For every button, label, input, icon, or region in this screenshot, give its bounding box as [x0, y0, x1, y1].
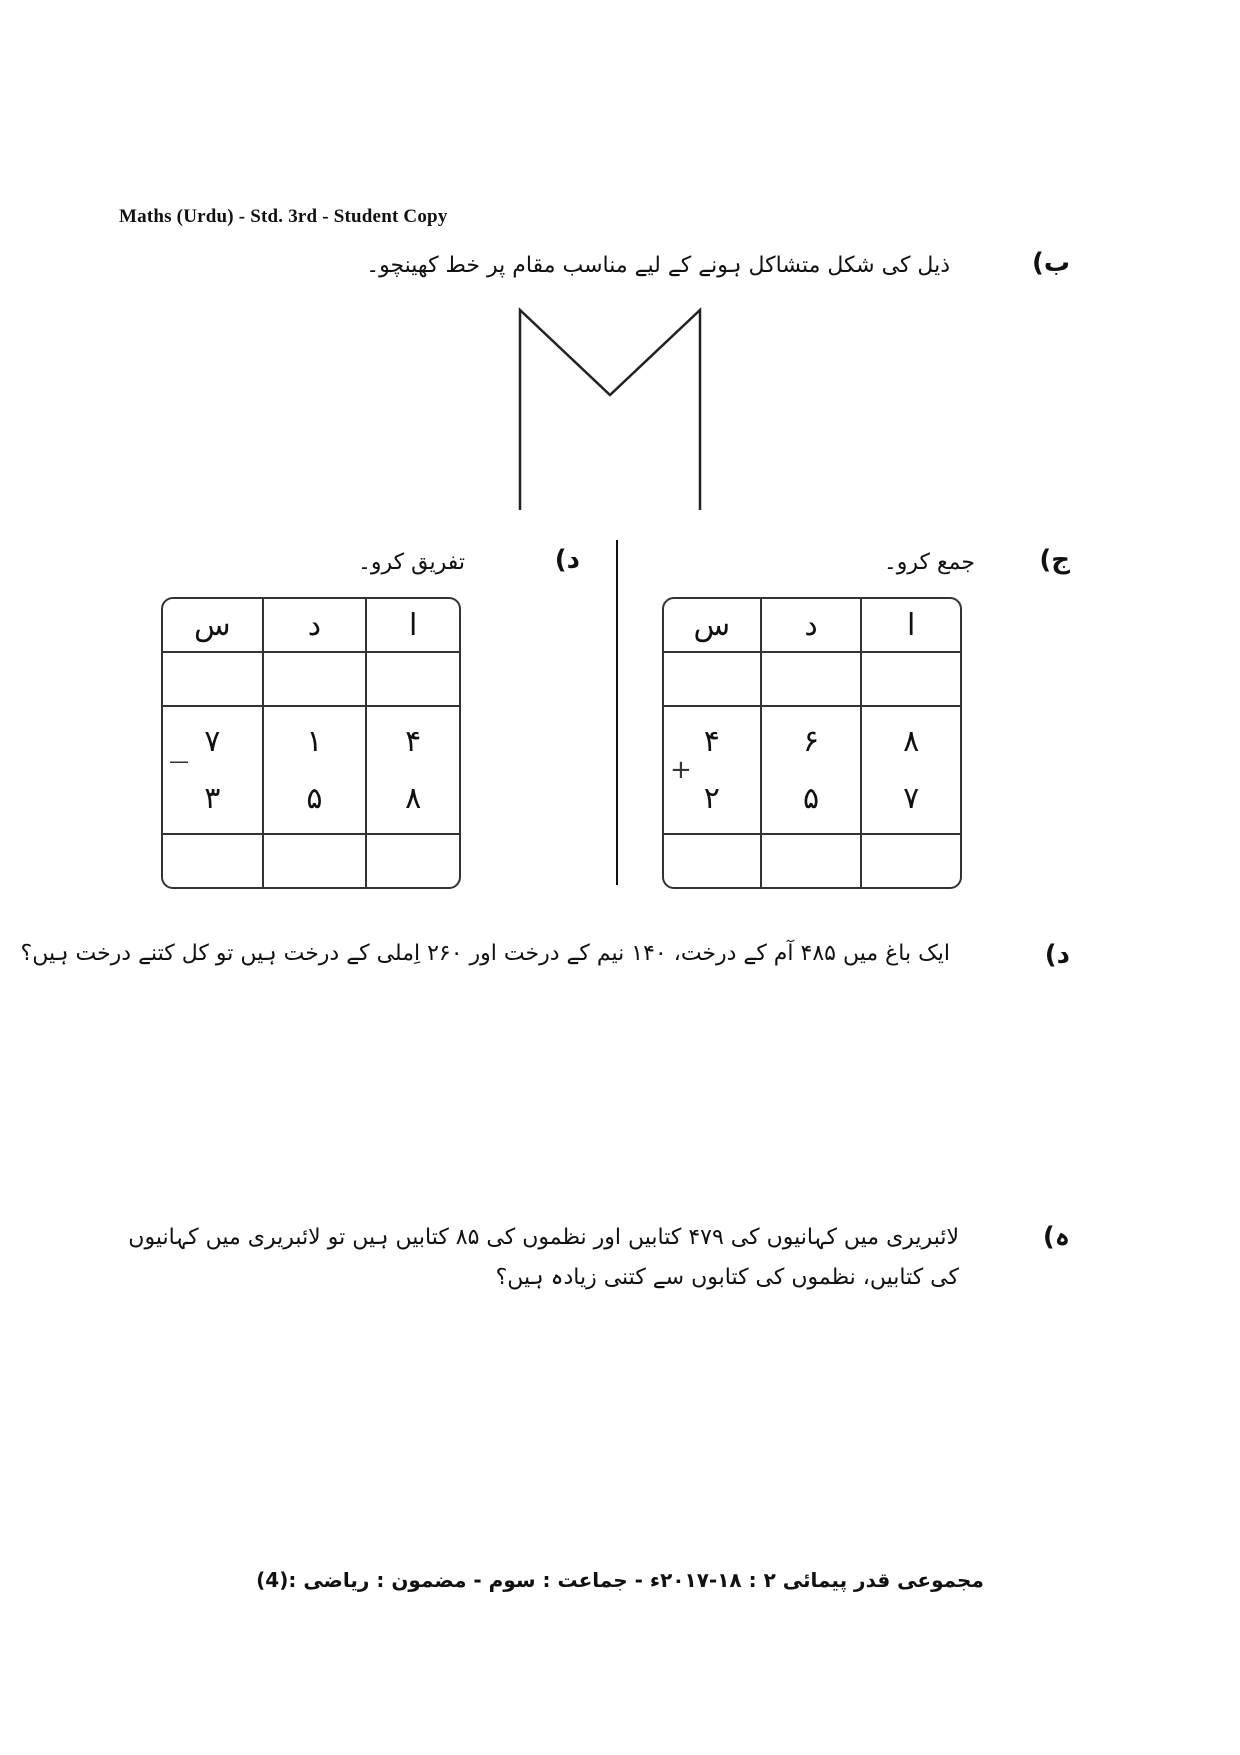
- subtraction-col-ones: ا: [367, 599, 459, 653]
- subtraction-ones-digits: [367, 707, 459, 835]
- addition-tens-digits: [762, 707, 863, 835]
- minus-sign: —: [169, 749, 189, 773]
- subtraction-answer-cell[interactable]: [367, 835, 459, 887]
- addition-grid-numbers-row: [664, 707, 960, 835]
- addition-grid: [662, 597, 962, 889]
- addition-grid-header-row: [664, 599, 960, 653]
- subtraction-grid-header-row: [163, 599, 459, 653]
- addition-digit: ۶: [802, 724, 820, 759]
- subtraction-digit: ۸: [405, 781, 422, 816]
- addition-carry-cell[interactable]: [762, 653, 863, 707]
- question-d-label: د): [1044, 940, 1070, 970]
- subtraction-hundreds-digits: [163, 707, 264, 835]
- addition-grid-answer-row: [664, 835, 960, 887]
- addition-digit: ۵: [802, 781, 820, 816]
- question-h-text: لائبریری میں کہانیوں کی ۴۷۹ کتابیں اور نظموں کی ۸۵ کتابیں ہیں تو لائبریری میں کہانیوں کی کتابیں، نظموں کی کتابوں سے کتنی زیادہ ہیں؟: [128, 1225, 959, 1290]
- subtraction-col-hundreds: س: [163, 599, 264, 653]
- subtraction-answer-cell[interactable]: [163, 835, 264, 887]
- question-h-label: ہ): [1042, 1222, 1070, 1252]
- addition-answer-cell[interactable]: [862, 835, 960, 887]
- subtraction-digit: ۴: [405, 724, 422, 759]
- question-d-text: ایک باغ میں ۴۸۵ آم کے درخت، ۱۴۰ نیم کے درخت اور ۲۶۰ اِملی کے درخت ہیں تو کل کتنے درخت ہیں؟: [20, 941, 950, 966]
- column-divider: [616, 540, 618, 885]
- addition-hundreds-digits: [664, 707, 762, 835]
- subtraction-digit: ۱: [306, 724, 323, 759]
- question-b-label: ب): [1031, 248, 1070, 278]
- question-b-text: ذیل کی شکل متشاکل ہونے کے لیے مناسب مقام پر خط کھینچو۔: [366, 253, 950, 278]
- page-header-title: Maths (Urdu) - Std. 3rd - Student Copy: [119, 206, 448, 227]
- subtraction-tens-digits: [264, 707, 368, 835]
- subtraction-grid-answer-row: [163, 835, 459, 887]
- subtraction-borrow-cell[interactable]: [163, 653, 264, 707]
- subtraction-digit: ۳: [204, 781, 221, 816]
- question-j-text: جمع کرو۔: [883, 550, 975, 575]
- question-d-left-text: تفریق کرو۔: [358, 550, 465, 575]
- subtraction-answer-cell[interactable]: [264, 835, 368, 887]
- addition-carry-cell[interactable]: [664, 653, 762, 707]
- question-j-label: ج): [1039, 545, 1070, 575]
- subtraction-grid-numbers-row: [163, 707, 459, 835]
- addition-answer-cell[interactable]: [762, 835, 863, 887]
- symmetry-figure: [510, 305, 710, 515]
- symmetry-figure-shape: [520, 310, 700, 510]
- subtraction-borrow-cell[interactable]: [264, 653, 368, 707]
- addition-ones-digits: [862, 707, 960, 835]
- addition-grid-carry-row: [664, 653, 960, 707]
- addition-digit: ۴: [703, 724, 720, 759]
- page-footer: مجموعی قدر پیمائی ۲ : ۱۸-۲۰۱۷ء - جماعت : سوم - مضمون : ریاضی :(4): [256, 1568, 984, 1592]
- subtraction-grid-borrow-row: [163, 653, 459, 707]
- addition-col-tens: د: [762, 599, 863, 653]
- addition-answer-cell[interactable]: [664, 835, 762, 887]
- question-d-left-label: د): [554, 545, 580, 575]
- addition-col-ones: ا: [862, 599, 960, 653]
- subtraction-borrow-cell[interactable]: [367, 653, 459, 707]
- subtraction-col-tens: د: [264, 599, 368, 653]
- addition-digit: ۲: [703, 781, 720, 816]
- addition-carry-cell[interactable]: [862, 653, 960, 707]
- subtraction-digit: ۵: [306, 781, 323, 816]
- subtraction-grid: [161, 597, 461, 889]
- plus-sign: +: [670, 755, 692, 785]
- addition-digit: ۸: [903, 724, 920, 759]
- subtraction-digit: ۷: [204, 724, 221, 759]
- addition-col-hundreds: س: [664, 599, 762, 653]
- addition-digit: ۷: [903, 781, 920, 816]
